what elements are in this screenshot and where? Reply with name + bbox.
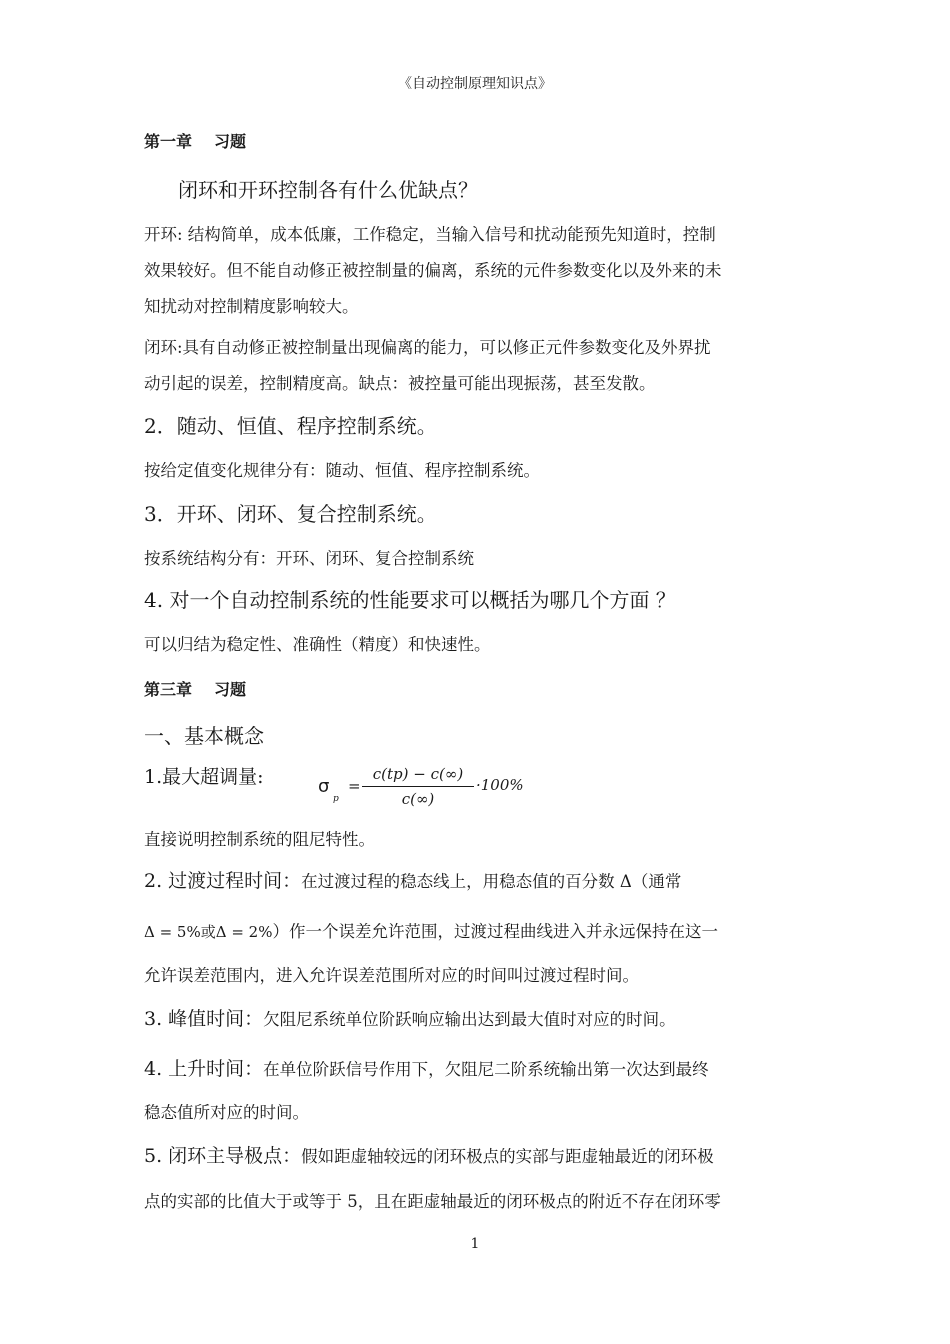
- term-4-description-line-2: 稳态值所对应的时间。: [144, 1103, 309, 1122]
- chapter-1-heading: [144, 129, 246, 152]
- formula-subscript: p: [333, 794, 339, 804]
- answer-2: 按给定值变化规律分有：随动、恒值、程序控制系统。: [144, 461, 540, 480]
- answer-1-closed-line-2: 动引起的误差，控制精度高。缺点：被控量可能出现振荡，甚至发散。: [144, 374, 656, 393]
- term-5-description-line-1: 假如距虚轴较远的闭环极点的实部与距虚轴最近的闭环极: [301, 1147, 714, 1166]
- question-2: 2．随动、恒值、程序控制系统。: [144, 414, 437, 438]
- question-4: 4. 对一个自动控制系统的性能要求可以概括为哪几个方面 ？: [144, 588, 676, 612]
- page-number: 1: [470, 1236, 480, 1252]
- term-2-description-line-3: 允许误差范围内，进入允许误差范围所对应的时间叫过渡过程时间。: [144, 966, 639, 985]
- running-header: 《自动控制原理知识点》: [398, 76, 552, 92]
- term-2-line-1: [144, 866, 681, 893]
- term-4-line-1: [144, 1054, 709, 1081]
- term-3-description: 欠阻尼系统单位阶跃响应输出达到最大值时对应的时间。: [263, 1010, 676, 1029]
- chapter-3-title: 第三章: [144, 680, 193, 699]
- term-2-line-2: [144, 918, 718, 942]
- answer-3: 按系统结构分有：开环、闭环、复合控制系统: [144, 549, 474, 568]
- answer-4: 可以归结为稳定性、准确性（精度）和快速性。: [144, 635, 491, 654]
- term-1-description: 直接说明控制系统的阻尼特性。: [144, 830, 375, 849]
- term-2-description-line-1: 在过渡过程的稳态线上，用稳态值的百分数 Δ（通常: [301, 872, 682, 891]
- question-1: 闭环和开环控制各有什么优缺点？: [178, 178, 478, 202]
- formula-equals: =: [348, 777, 361, 795]
- formula-tail: ·100%: [476, 776, 524, 794]
- term-3-line: [144, 1004, 676, 1031]
- chapter-3-subtitle: 习题: [214, 680, 247, 699]
- term-5-description-line-2: 点的实部的比值大于或等于 5，且在距虚轴最近的闭环极点的附近不存在闭环零: [144, 1192, 721, 1211]
- answer-1-open-line-1: 开环: 结构简单，成本低廉，工作稳定，当输入信号和扰动能预先知道时，控制: [144, 225, 716, 244]
- term-2-description-line-2: ）作一个误差允许范围，过渡过程曲线进入并永远保持在这一: [272, 922, 718, 941]
- formula-fraction-bar: [362, 786, 474, 787]
- term-2-label: 2. 过渡过程时间：: [144, 870, 302, 892]
- chapter-1-subtitle: 习题: [214, 132, 247, 151]
- question-3: 3．开环、闭环、复合控制系统。: [144, 502, 437, 526]
- term-1-label: 1.最大超调量:: [144, 766, 264, 788]
- term-5-label: 5. 闭环主导极点：: [144, 1145, 302, 1167]
- formula-sigma: σ: [318, 776, 330, 797]
- chapter-3-heading: [144, 677, 246, 700]
- formula-fraction: [362, 764, 474, 809]
- term-4-label: 4. 上升时间：: [144, 1058, 264, 1080]
- term-5-line-1: [144, 1141, 714, 1168]
- term-3-label: 3. 峰值时间：: [144, 1008, 264, 1030]
- chapter-1-title: 第一章: [144, 132, 193, 151]
- section-basic-concepts: 一、基本概念: [144, 724, 264, 748]
- formula-denominator: c(∞): [401, 790, 435, 808]
- term-2-delta-expression: Δ = 5%或Δ = 2%: [144, 923, 273, 941]
- term-4-description-line-1: 在单位阶跃信号作用下，欠阻尼二阶系统输出第一次达到最终: [263, 1060, 709, 1079]
- answer-1-closed-line-1: 闭环:具有自动修正被控制量出现偏离的能力，可以修正元件参数变化及外界扰: [144, 338, 711, 357]
- answer-1-open-line-3: 知扰动对控制精度影响较大。: [144, 297, 359, 316]
- formula-numerator: c(tp) − c(∞): [372, 765, 464, 783]
- answer-1-open-line-2: 效果较好。但不能自动修正被控制量的偏离，系统的元件参数变化以及外来的未: [144, 261, 722, 280]
